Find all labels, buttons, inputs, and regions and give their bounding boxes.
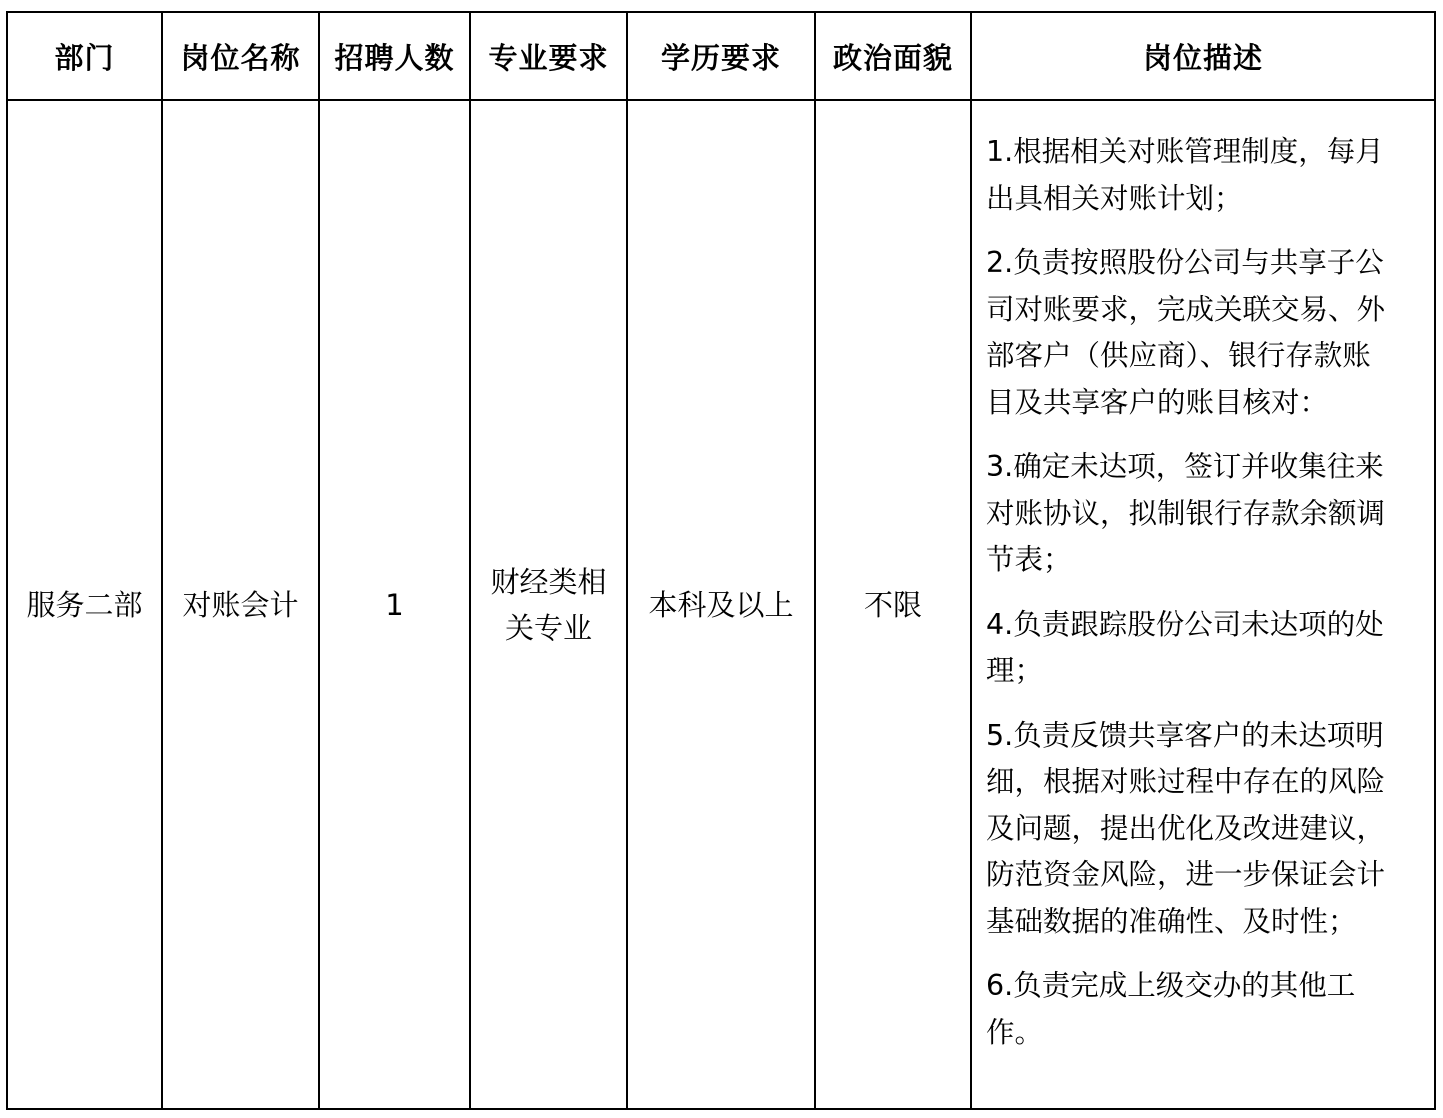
recruitment-table: [6, 11, 1436, 1110]
cell-description: [971, 100, 1435, 1109]
description-item-2: 2.负责按照股份公司与共享子公 司对账要求，完成关联交易、外 部客户（供应商）、银行存款账 目及共享客户的账目核对：: [986, 246, 1386, 419]
description-list: [972, 101, 1434, 1056]
header-major: 专业要求: [470, 12, 627, 100]
header-department: 部门: [7, 12, 162, 100]
description-item-1: 1.根据相关对账管理制度，每月 出具相关对账计划；: [986, 135, 1384, 215]
header-count: 招聘人数: [319, 12, 470, 100]
header-political-status: 政治面貌: [815, 12, 971, 100]
cell-major: [470, 100, 627, 1109]
header-row: [7, 12, 1435, 100]
cell-count: 1: [319, 100, 470, 1109]
description-item-4: 4.负责跟踪股份公司未达项的处 理；: [986, 607, 1384, 687]
table-body: [7, 100, 1435, 1109]
cell-education: 本科及以上: [627, 100, 815, 1109]
cell-department: 服务二部: [7, 100, 162, 1109]
header-education: 学历要求: [627, 12, 815, 100]
cell-position: 对账会计: [162, 100, 319, 1109]
description-item-3: 3.确定未达项，签订并收集往来 对账协议，拟制银行存款余额调 节表；: [986, 450, 1386, 576]
description-item-6: 6.负责完成上级交办的其他工 作。: [986, 969, 1356, 1049]
description-item-5: 5.负责反馈共享客户的未达项明 细，根据对账过程中存在的风险 及问题，提出优化及改进建议， 防范资金风险，进一步保证会计 基础数据的准确性、及时性；: [986, 718, 1386, 938]
header-description: 岗位描述: [971, 12, 1435, 100]
table-header: [7, 12, 1435, 100]
cell-political-status: 不限: [815, 100, 971, 1109]
header-position: 岗位名称: [162, 12, 319, 100]
table-row: [7, 100, 1435, 1109]
major-text: 财经类相 关专业: [490, 564, 607, 645]
